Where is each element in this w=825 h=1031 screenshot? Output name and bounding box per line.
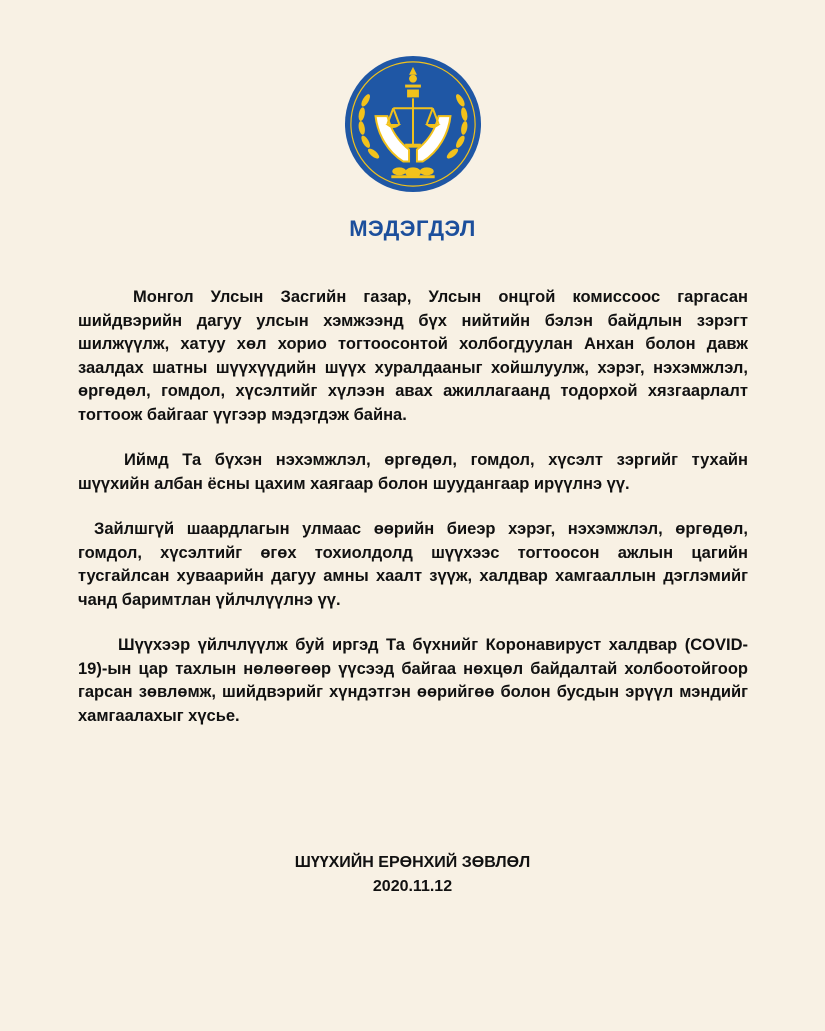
court-scales-hands-emblem-icon (344, 55, 482, 193)
notice-body (78, 286, 748, 750)
organization-name: ШҮҮХИЙН ЕРӨНХИЙ ЗӨВЛӨЛ (294, 854, 531, 871)
paragraph-4: Шүүхээр үйлчлүүлж буй иргэд Та бүхнийг Коронавируст халдвар (COVID-19)-ын цар тахлын нөлөөгөөр үүсээд байгаа нөхцөл байдалтай холбоотойгоор гарсан зөвлөмж, шийдвэрийг хүндэтгэн өөрийгөө болон бусдын эрүүл мэндийг хамгаалахыг хүсье. (78, 636, 748, 725)
paragraph-3: Зайлшгүй шаардлагын улмаас өөрийн биеэр хэрэг, нэхэмжлэл, өргөдөл, гомдол, хүсэлтийг өгөх тохиолдолд шүүхээс тогтоосон ажлын цагийн тусгайлсан хуваарийн дагуу амны хаалт зүүж, халдвар хамгааллын дэглэмийг чанд баримтлан үйлчлүүлнэ үү. (78, 520, 748, 609)
paragraph-1: Монгол Улсын Засгийн газар, Улсын онцгой комиссоос гаргасан шийдвэрийн дагуу улсын хэмжээнд бүх нийтийн бэлэн байдлын зэрэгт шилжүүлж, хатуу хөл хорио тогтоосонтой холбогдуулан Анхан болон давж заалдах шатны шүүхүүдийн шүүх хуралдааныг хойшлуулж, хэрэг, нэхэмжлэл, өргөдөл, гомдол, хүсэлтийг хүлээн авах ажиллагаанд тодорхой хязгаарлалт тогтоож байгааг үүгээр мэдэгдэж байна. (78, 288, 748, 424)
notice-date: 2020.11.12 (372, 878, 453, 895)
signature-block (0, 851, 825, 899)
paragraph-2: Иймд Та бүхэн нэхэмжлэл, өргөдөл, гомдол, хүсэлт зэргийг тухайн шүүхийн албан ёсны цахим хаягаар болон шуудангаар ирүүлнэ үү. (78, 451, 748, 493)
notice-title: МЭДЭГДЭЛ (349, 216, 476, 241)
